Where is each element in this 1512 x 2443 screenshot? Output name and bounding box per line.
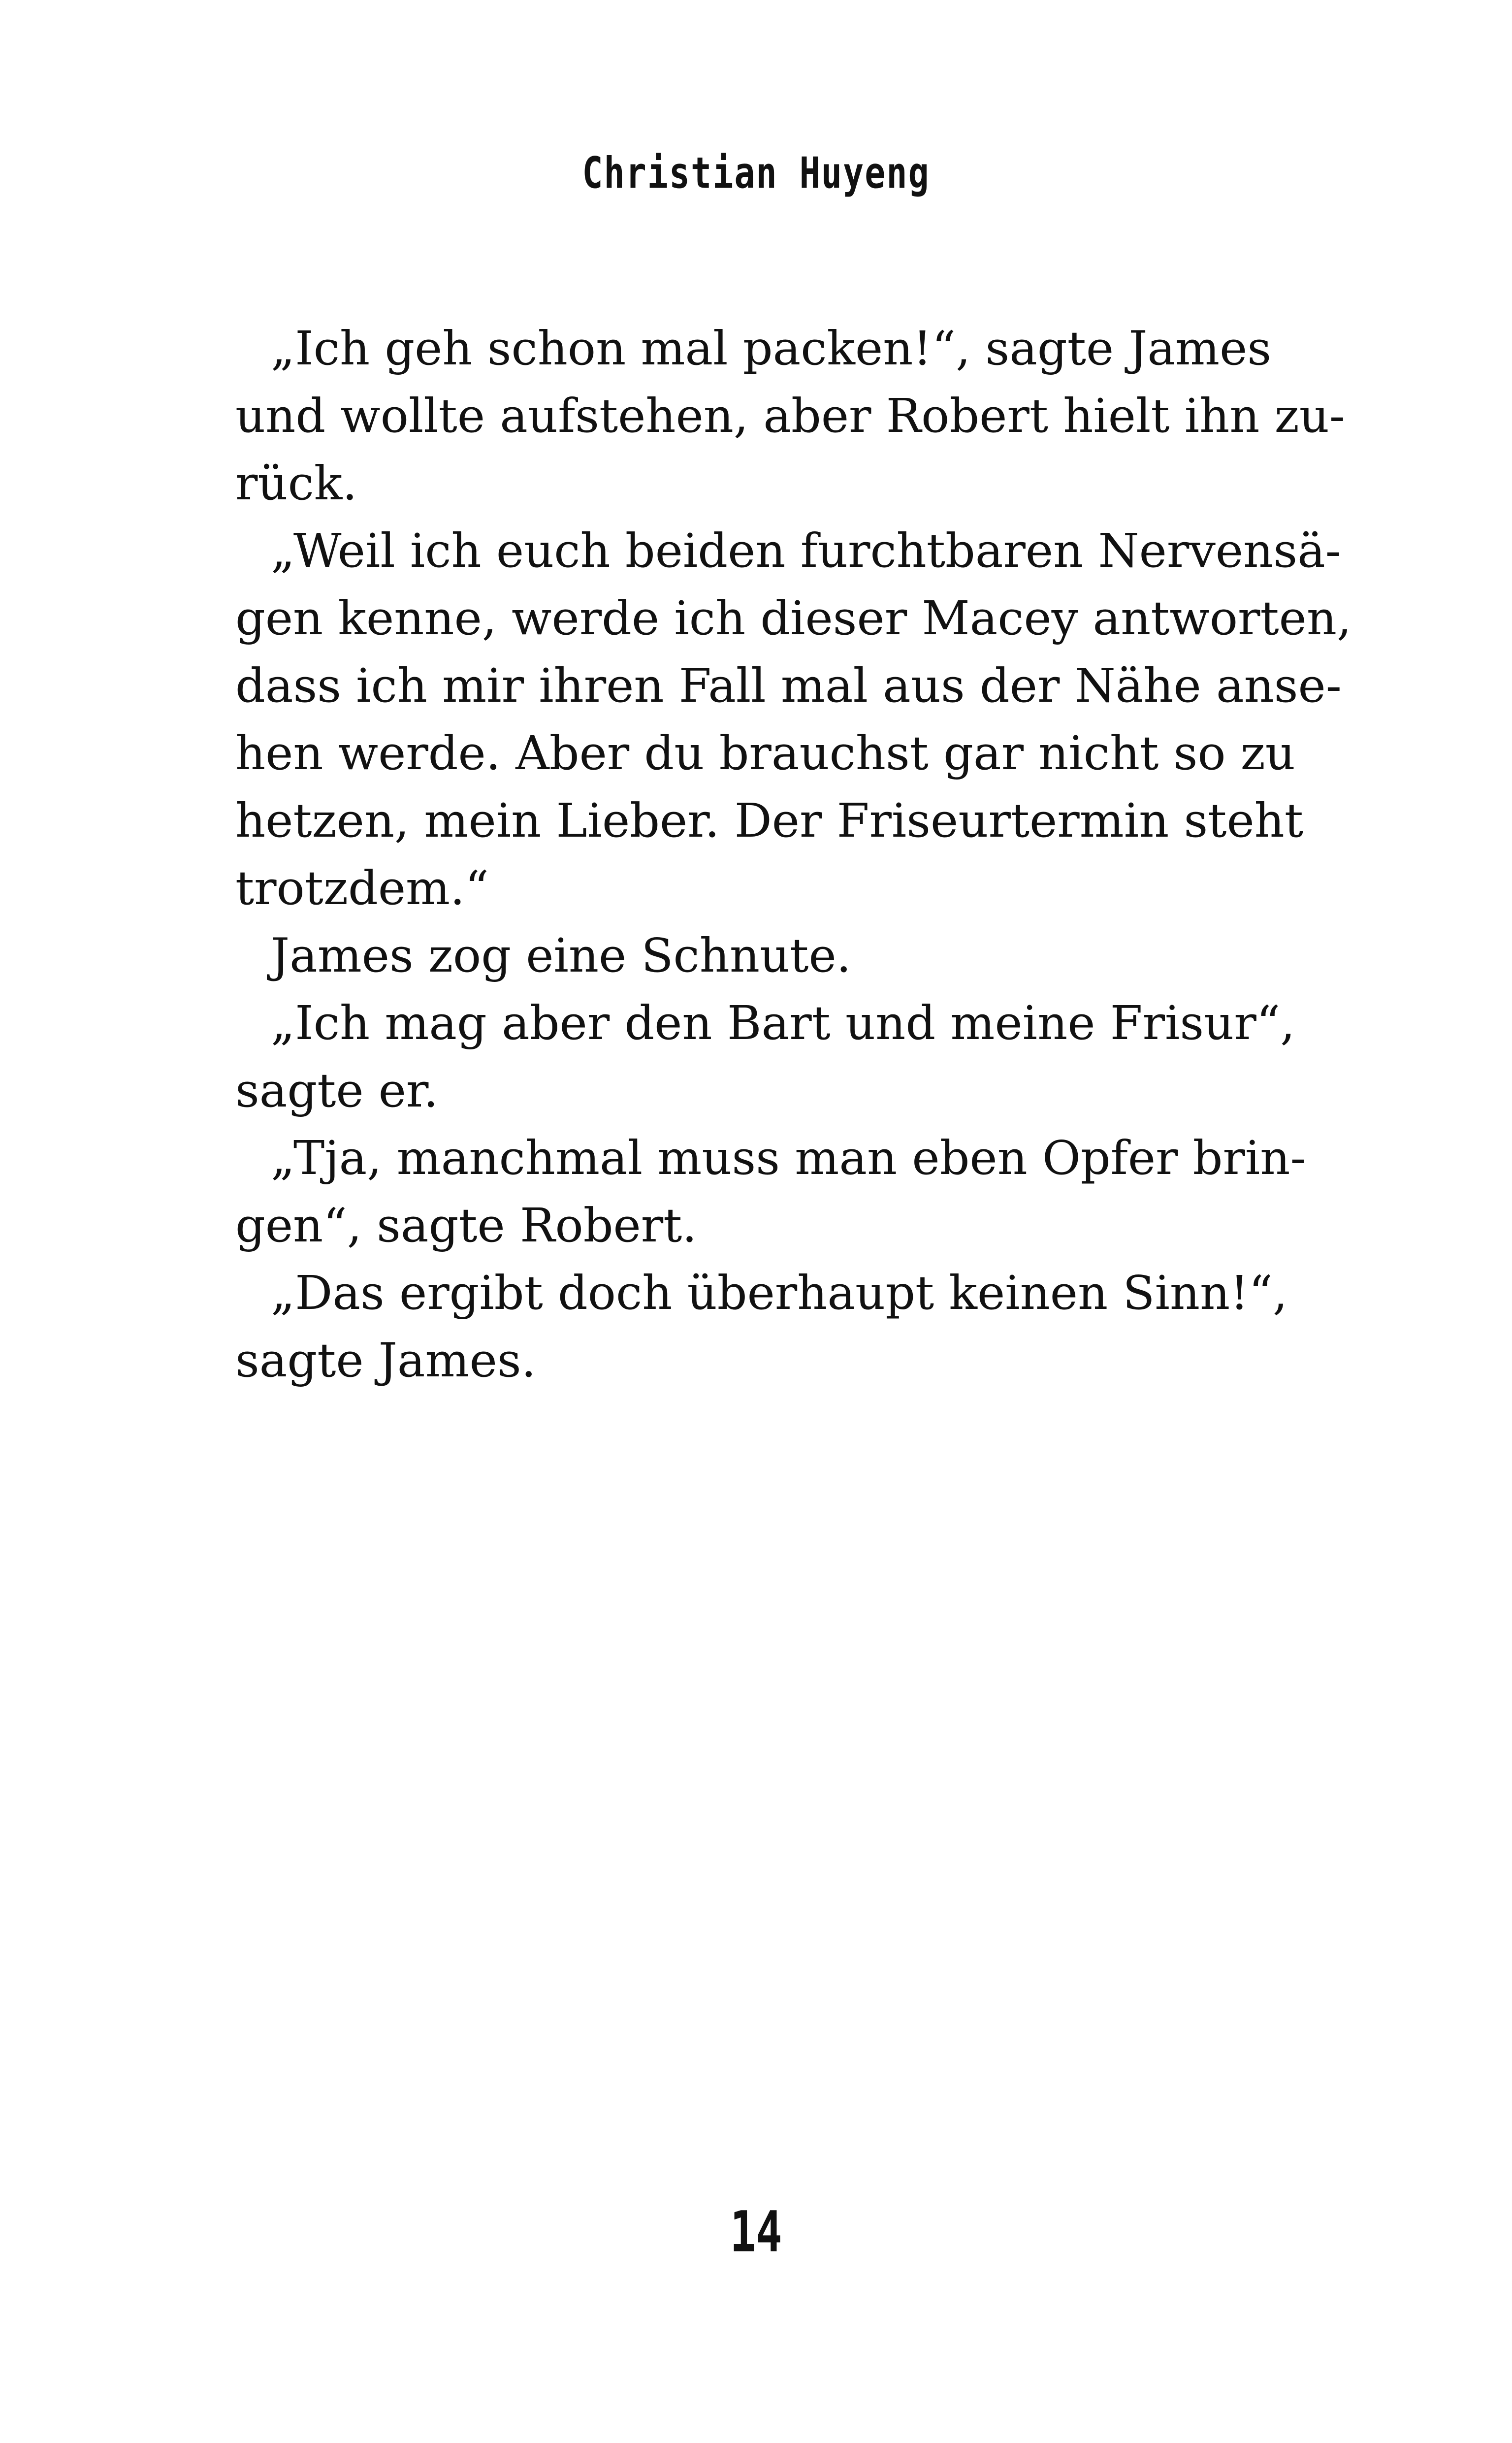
text-line: dass ich mir ihren Fall mal aus der Nähe anse- [235,659,1342,713]
text-line: „Ich geh schon mal packen!“, sagte James [271,322,1272,376]
text-line: hetzen, mein Lieber. Der Friseurtermin steht [235,794,1304,848]
text-line: rück. [235,456,357,511]
running-header-author: Christian Huyeng [582,148,930,198]
text-line: trotzdem.“ [235,861,489,915]
text-line: und wollte aufstehen, aber Robert hielt ihn zu- [235,389,1346,443]
text-line: James zog eine Schnute. [271,929,851,983]
page-number: 14 [730,2199,782,2265]
text-line: gen kenne, werde ich dieser Macey antworten, [235,591,1352,646]
text-line: „Tja, manchmal muss man eben Opfer brin- [271,1131,1306,1185]
text-line: sagte er. [235,1064,439,1118]
text-line: hen werde. Aber du brauchst gar nicht so zu [235,726,1295,781]
text-line: „Weil ich euch beiden furchtbaren Nervensä- [271,524,1341,578]
body-text [235,315,1352,1395]
text-line: „Ich mag aber den Bart und meine Frisur“, [271,996,1295,1050]
text-line: „Das ergibt doch überhaupt keinen Sinn!“, [271,1266,1288,1320]
text-line: sagte James. [235,1334,536,1388]
text-line: gen“, sagte Robert. [235,1199,697,1253]
